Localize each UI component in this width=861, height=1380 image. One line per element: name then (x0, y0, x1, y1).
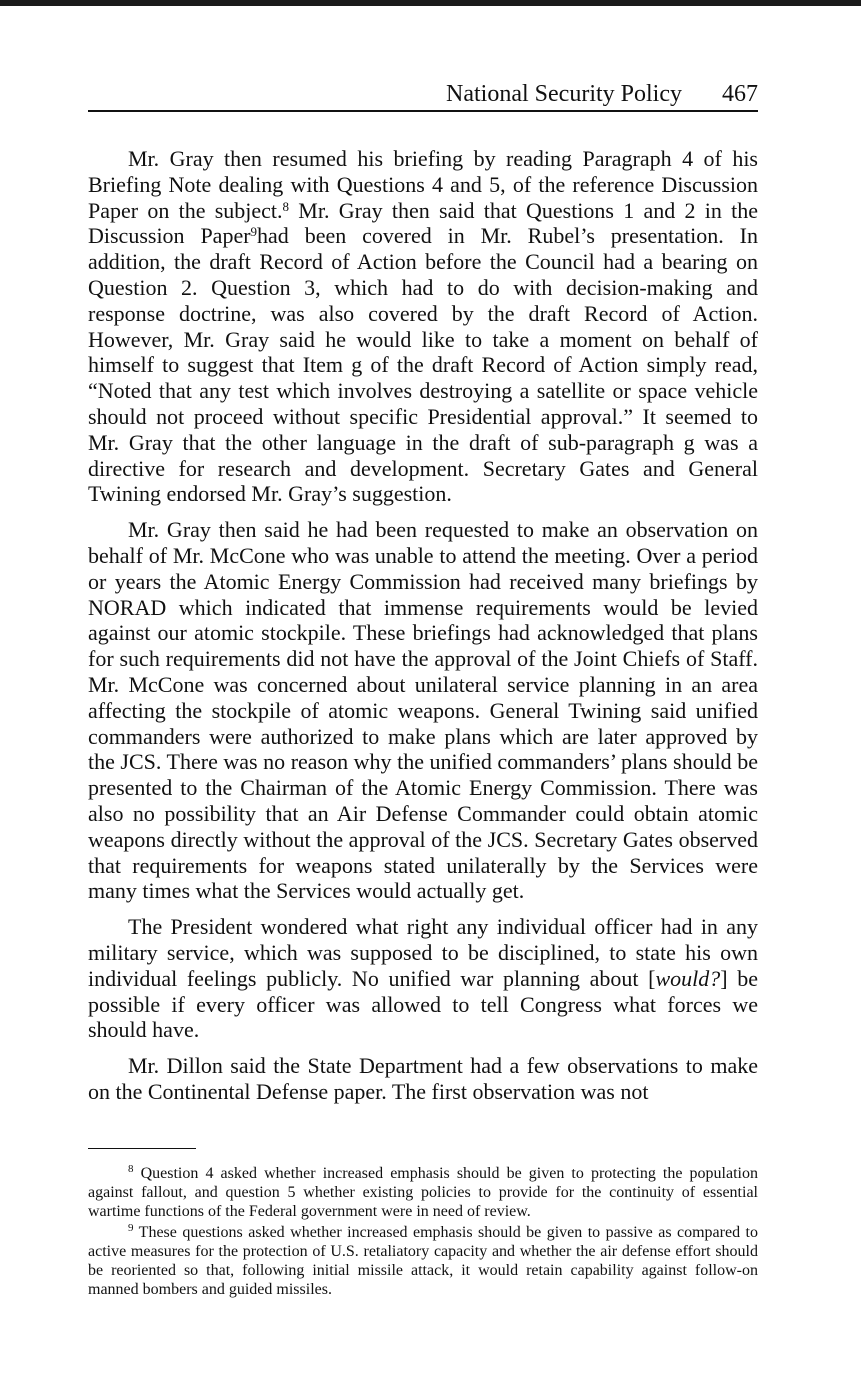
footnote-mark: 9 (128, 1222, 134, 1234)
body-text (88, 146, 758, 1115)
paragraph-4: Mr. Dillon said the State Department had a few observations to make on the Continental Defense paper. The first observation was not (88, 1053, 758, 1104)
paragraph-2: Mr. Gray then said he had been requested to make an observation on behalf of Mr. McCone who was unable to attend the meeting. Over a period or years the Atomic Energy Commission had received many briefings by NORAD which indicated that immense requirements would be levied against our atomic stockpile. These briefings had acknowledged that plans for such requirements did not have the approval of the Joint Chiefs of Staff. Mr. McCone was concerned about unilateral service planning in an area affecting the stockpile of atomic weapons. General Twining said unified commanders were authorized to make plans which are later approved by the JCS. There was no reason why the unified commanders’ plans should be presented to the Chairman of the Atomic Energy Commission. There was also no possibility that an Air Defense Commander could obtain atomic weapons directly without the approval of the JCS. Secretary Gates observed that requirements for weapons stated unilaterally by the Services were many times what the Services would actually get. (88, 517, 758, 904)
paragraph-3-italic: would? (655, 965, 721, 991)
page-number: 467 (722, 81, 758, 107)
footnote-9 (88, 1223, 758, 1299)
footnote-text: Question 4 asked whether increased emphasis should be given to protecting the population against fallout, and question 5 whether existing policies to provide for the continuity of essential wartime functions of the Federal government were in need of review. (88, 1165, 758, 1220)
footnote-text: These questions asked whether increased emphasis should be given to passive as compared to active measures for the protection of U.S. retaliatory capacity and whether the air defense effort should be reoriented so that, following initial missile attack, it would retain capability against follow-on manned bombers and guided missiles. (88, 1224, 758, 1298)
footnote-ref-9: 9 (250, 224, 258, 240)
paragraph-1 (88, 146, 758, 507)
footnote-8 (88, 1164, 758, 1221)
footnotes (88, 1164, 758, 1301)
scan-top-edge (0, 0, 861, 6)
paragraph-1-part-1: Mr. Gray then resumed his briefing by reading Paragraph 4 of his Briefing Note dealing with Questions 4 and 5, of the reference Discussion Paper on the subject. (88, 146, 758, 223)
footnote-rule (88, 1148, 196, 1149)
running-header (88, 80, 758, 112)
paragraph-3-part-2: ] be possible if every officer was allowed to tell Congress what forces we should have. (88, 965, 759, 1043)
running-title: National Security Policy (446, 81, 682, 107)
footnote-mark: 8 (128, 1163, 134, 1175)
paragraph-3 (88, 914, 758, 1043)
paragraph-1-part-2: Mr. Gray then said that Questions 1 and 2 in the Discussion Paper (88, 197, 758, 249)
paragraph-3-part-1: The President wondered what right any individual officer had in any military service, which was supposed to be disciplined, to state his own individual feelings publicly. No unified war planning about [ (88, 914, 758, 991)
footnote-ref-8: 8 (282, 198, 290, 214)
paragraph-1-part-3: had been covered in Mr. Rubel’s presentation. In addition, the draft Record of Action before the Council had a bearing on Question 2. Question 3, which had to do with decision-making and response doctrine, was also covered by the draft Record of Action. However, Mr. Gray said he would like to take a moment on behalf of himself to suggest that Item g of the draft Record of Action simply read, “Noted that any test which involves destroying a satellite or space vehicle should not proceed without specific Presidential approval.” It seemed to Mr. Gray that the other language in the draft of sub-paragraph g was a directive for research and development. Secretary Gates and General Twining endorsed Mr. Gray’s suggestion. (88, 223, 758, 507)
